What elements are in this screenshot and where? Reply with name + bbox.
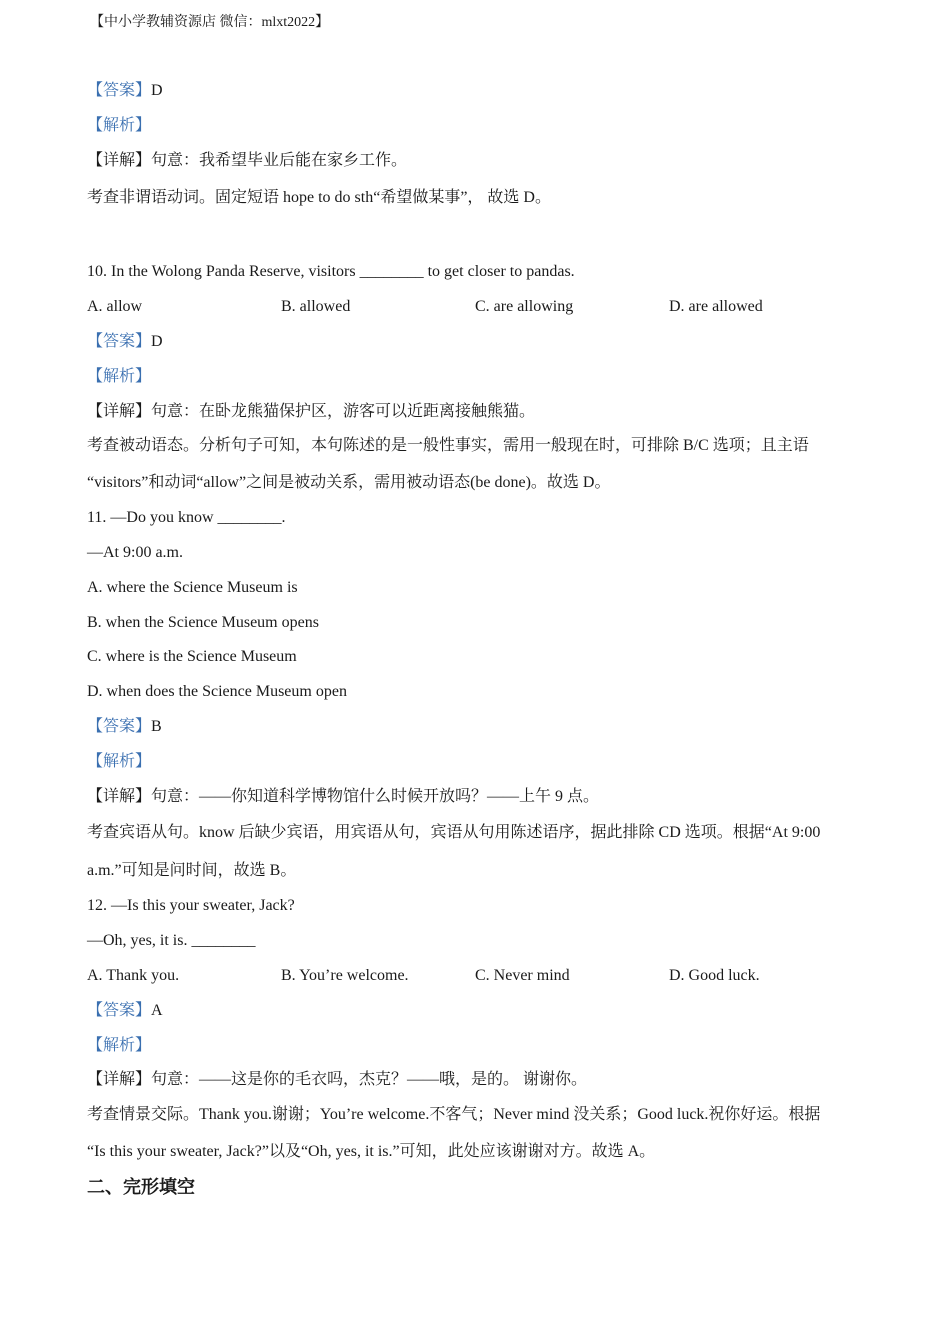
q10-detail: 句意：在卧龙熊猫保护区，游客可以近距离接触熊猫。	[151, 403, 536, 420]
q9-detail-line	[87, 151, 407, 171]
section-title: 二、完形填空	[87, 1177, 195, 1198]
q11-detail: 句意：——你知道科学博物馆什么时候开放吗？——上午 9 点。	[151, 788, 600, 805]
answer-tag: 【答案】	[87, 1002, 152, 1019]
q10-explanation-1: 考查被动语态。分析句子可知，本句陈述的是一般性事实，需用一般现在时，可排除 B/C 选项；且主语	[87, 437, 809, 454]
q11-stem: 11. —Do you know ________.	[87, 509, 286, 526]
q10-option-c: C. are allowing	[475, 298, 574, 315]
detail-tag: 【详解】	[87, 788, 152, 805]
q10-option-a: A. allow	[87, 298, 143, 315]
page-header: 【中小学教辅资源店 微信：mlxt2022】	[90, 15, 330, 30]
answer-tag: 【答案】	[87, 82, 152, 99]
answer-tag: 【答案】	[87, 333, 152, 350]
detail-tag: 【详解】	[87, 152, 152, 169]
q12-analysis-tag: 【解析】	[87, 1037, 152, 1054]
q11-explanation-2: a.m.”可知是问时间，故选 B。	[87, 862, 297, 879]
q10-answer-line	[87, 332, 163, 352]
q11-explanation-1: 考查宾语从句。know 后缺少宾语，用宾语从句，宾语从句用陈述语序，据此排除 CD 选项。根据“At 9:00	[87, 824, 821, 841]
q10-answer: D	[151, 333, 163, 350]
q12-answer: A	[151, 1002, 163, 1019]
detail-tag: 【详解】	[87, 403, 152, 420]
q12-stem: 12. —Is this your sweater, Jack?	[87, 897, 295, 914]
q12-detail-line	[87, 1070, 587, 1090]
q10-stem: 10. In the Wolong Panda Reserve, visitors ________ to get closer to pandas.	[87, 263, 575, 280]
q11-answer: B	[151, 718, 162, 735]
q11-detail-line	[87, 787, 599, 807]
q9-explanation: 考查非谓语动词。固定短语 hope to do sth“希望做某事”， 故选 D。	[87, 189, 551, 206]
q9-analysis-tag: 【解析】	[87, 117, 152, 134]
q11-option-d: D. when does the Science Museum open	[87, 683, 347, 700]
q12-reply: —Oh, yes, it is. ________	[87, 932, 256, 949]
q11-option-b: B. when the Science Museum opens	[87, 614, 319, 631]
q10-detail-line	[87, 402, 535, 422]
q10-analysis-tag: 【解析】	[87, 368, 152, 385]
q12-option-c: C. Never mind	[475, 967, 570, 984]
q12-answer-line	[87, 1001, 163, 1021]
detail-tag: 【详解】	[87, 1071, 152, 1088]
q10-option-b: B. allowed	[281, 298, 351, 315]
q10-explanation-2: “visitors”和动词“allow”之间是被动关系，需用被动语态(be done)。故选 D。	[87, 474, 611, 491]
q12-explanation-2: “Is this your sweater, Jack?”以及“Oh, yes, it is.”可知，此处应该谢谢对方。故选 A。	[87, 1143, 656, 1160]
q12-option-b: B. You’re welcome.	[281, 967, 409, 984]
q9-detail: 句意：我希望毕业后能在家乡工作。	[151, 152, 408, 169]
q11-option-c: C. where is the Science Museum	[87, 648, 297, 665]
q9-answer-line	[87, 81, 163, 101]
q12-explanation-1: 考查情景交际。Thank you.谢谢；You’re welcome.不客气；Never mind 没关系；Good luck.祝你好运。根据	[87, 1106, 821, 1123]
q11-reply: —At 9:00 a.m.	[87, 544, 183, 561]
q12-detail: 句意：——这是你的毛衣吗，杰克？——哦，是的。 谢谢你。	[151, 1071, 588, 1088]
q11-analysis-tag: 【解析】	[87, 753, 152, 770]
q12-option-d: D. Good luck.	[669, 967, 760, 984]
q11-answer-line	[87, 717, 162, 737]
q12-option-a: A. Thank you.	[87, 967, 180, 984]
q10-option-d: D. are allowed	[669, 298, 763, 315]
answer-tag: 【答案】	[87, 718, 152, 735]
q9-answer: D	[151, 82, 163, 99]
q11-option-a: A. where the Science Museum is	[87, 579, 298, 596]
